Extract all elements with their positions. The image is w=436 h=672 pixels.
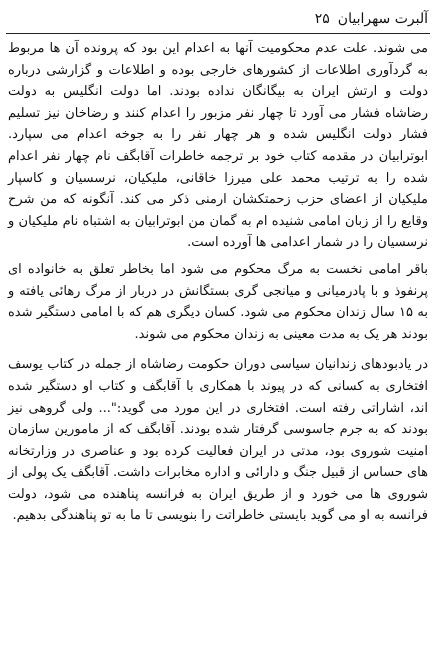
running-header — [6, 8, 428, 30]
body-text — [8, 38, 428, 527]
paragraph: در یادبودهای زندانیان سیاسی دوران حکومت رضاشاه از جمله در کتاب یوسف افتخاری به کسانی که در پیوند با همکاری با آقابگف و کتاب او دستگیر شده اند، اشاراتی رفته است. افتخاری در این مورد می گوید:"... ولی گروهی نیز بودند که به جرم جاسوسی گرفتار شده بودند. آقابگف که از مامورین سازمان امنیت شوروی بود، مدتی در ایران فعالیت کرده بود و عناصری در وزارتخانه های حساس از قبیل جنگ و دارائی و اداره مخابرات داشت. آقابگف یک پولی از شوروی ها می خورد و از طریق ایران به فرانسه پناهنده می شود، دولت فرانسه به او می گوید بایستی خاطراتت را بنویسی تا ما به تو پناهندگی بدهیم. — [8, 357, 428, 524]
running-title: آلبرت سهرابیان — [337, 11, 428, 27]
paragraph: باقر امامی نخست به مرگ محکوم می شود اما بخاطر تعلق به خانواده ای پرنفوذ و با پادرمیانی و میانجی گری بستگانش در دربار از مرگ رهائی یافته و به ۱۵ سال زندان محکوم می شود. کسان دیگری هم که با امامی دستگیر شده بودند هر یک به مدت معینی به زندان محکوم می شوند. — [8, 261, 428, 342]
header-divider — [6, 33, 430, 34]
page-number: ۲۵ — [314, 11, 330, 27]
paragraph: می شوند. علت عدم محکومیت آنها به اعدام این بود که پرونده آن ها مربوط به گردآوری اطلاعات از کشورهای خارجی بوده و اطلاعات و گزارشی درباره دولت و ارتش ایران به بیگانگان نداده بودند. اما دولت انگلیس به دولت رضاشاه فشار می آورد تا چهار نفر مزبور را اعدام کنند و رضاخان نیز تسلیم فشار دولت انگلیس شده و هر چهار نفر را به جوخه اعدام می سپارد. ابوترابیان در مقدمه کتاب خود بر ترجمه خاطرات آقابگف نام چهار نفر اعدام شده را به ترتیب محمد علی میرزا خاقانی، ملیکیان، نرسسیان و کاسپار ملیکیان از اعضای حزب زحمتکشان ارمنی ذکر می کند. آنگونه که من شرح وقایع را از زبان امامی شنیده ام به گمان من ابوترابیان به اشتباه نام ملیکیان و نرسسیان را در شمار اعدامی ها آورده است. — [8, 41, 428, 251]
